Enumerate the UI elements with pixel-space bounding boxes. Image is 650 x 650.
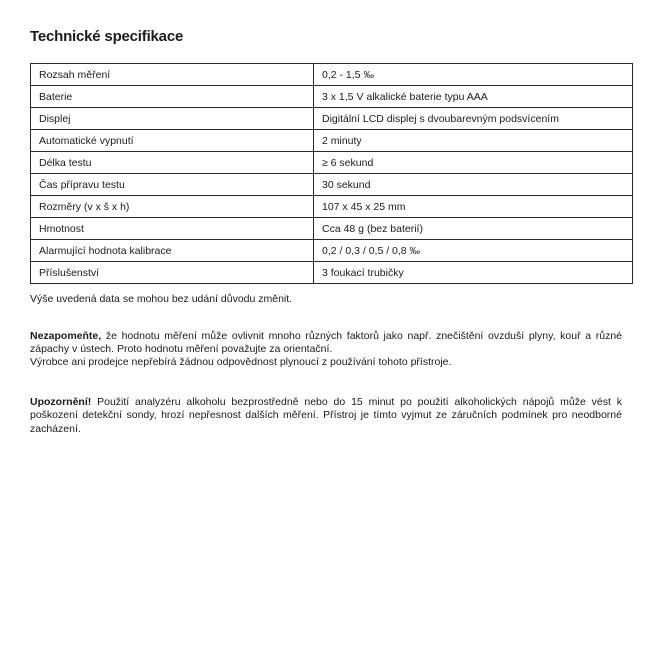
note-manufacturer: Výrobce ani prodejce nepřebírá žádnou odpovědnost plynoucí z používání tohoto přístroje. <box>30 356 452 369</box>
spec-value-cell: Digitální LCD displej s dvoubarevným podsvícením <box>314 108 633 130</box>
spec-value-cell: 3 foukací trubičky <box>314 262 633 284</box>
spec-value-cell: 0,2 / 0,3 / 0,5 / 0,8 ‰ <box>314 240 633 262</box>
note-remember <box>30 330 622 357</box>
note-warning-block <box>30 396 622 436</box>
spec-label-cell: Rozsah měření <box>31 64 314 86</box>
spec-value-cell: 30 sekund <box>314 174 633 196</box>
note-warning-text: Použití analyzéru alkoholu bezprostředně nebo do 15 minut po použití alkoholických nápojů může vést k poškození detekční sondy, hrozí nepřesnost dalších měření. Přístroj je tímto vyjmut ze záručních podmínek pro neodborné zacházení. <box>30 395 622 435</box>
spec-label-cell: Baterie <box>31 86 314 108</box>
table-row <box>31 196 633 218</box>
note-remember-text: že hodnotu měření může ovlivnit mnoho různých faktorů jako např. znečištění ovzduší plyny, kouř a různé zápachy v ústech. Proto hodnotu měření považujte za orientační. <box>30 329 622 355</box>
spec-label-cell: Rozměry (v x š x h) <box>31 196 314 218</box>
spec-value-cell: 2 minuty <box>314 130 633 152</box>
table-row <box>31 152 633 174</box>
spec-value-cell: 3 x 1,5 V alkalické baterie typu AAA <box>314 86 633 108</box>
spec-label-cell: Automatické vypnutí <box>31 130 314 152</box>
table-row <box>31 108 633 130</box>
spec-label-cell: Délka testu <box>31 152 314 174</box>
spec-value-cell: ≥ 6 sekund <box>314 152 633 174</box>
table-row <box>31 218 633 240</box>
spec-table <box>30 63 633 284</box>
table-row <box>31 130 633 152</box>
table-row <box>31 86 633 108</box>
table-row <box>31 174 633 196</box>
spec-label-cell: Alarmující hodnota kalibrace <box>31 240 314 262</box>
spec-value-cell: Cca 48 g (bez baterií) <box>314 218 633 240</box>
spec-label-cell: Příslušenství <box>31 262 314 284</box>
spec-value-cell: 107 x 45 x 25 mm <box>314 196 633 218</box>
page-title: Technické specifikace <box>30 28 184 45</box>
note-remember-lead: Nezapomeňte, <box>30 329 102 342</box>
spec-label-cell: Čas přípravu testu <box>31 174 314 196</box>
table-row <box>31 262 633 284</box>
spec-value-cell: 0,2 - 1,5 ‰ <box>314 64 633 86</box>
table-row <box>31 64 633 86</box>
spec-label-cell: Hmotnost <box>31 218 314 240</box>
note-data-change: Výše uvedená data se mohou bez udání důvodu změnit. <box>30 293 293 305</box>
note-warning-lead: Upozornění! <box>30 395 92 408</box>
table-row <box>31 240 633 262</box>
note-remember-block <box>30 330 622 370</box>
note-warning <box>30 396 622 436</box>
spec-label-cell: Displej <box>31 108 314 130</box>
